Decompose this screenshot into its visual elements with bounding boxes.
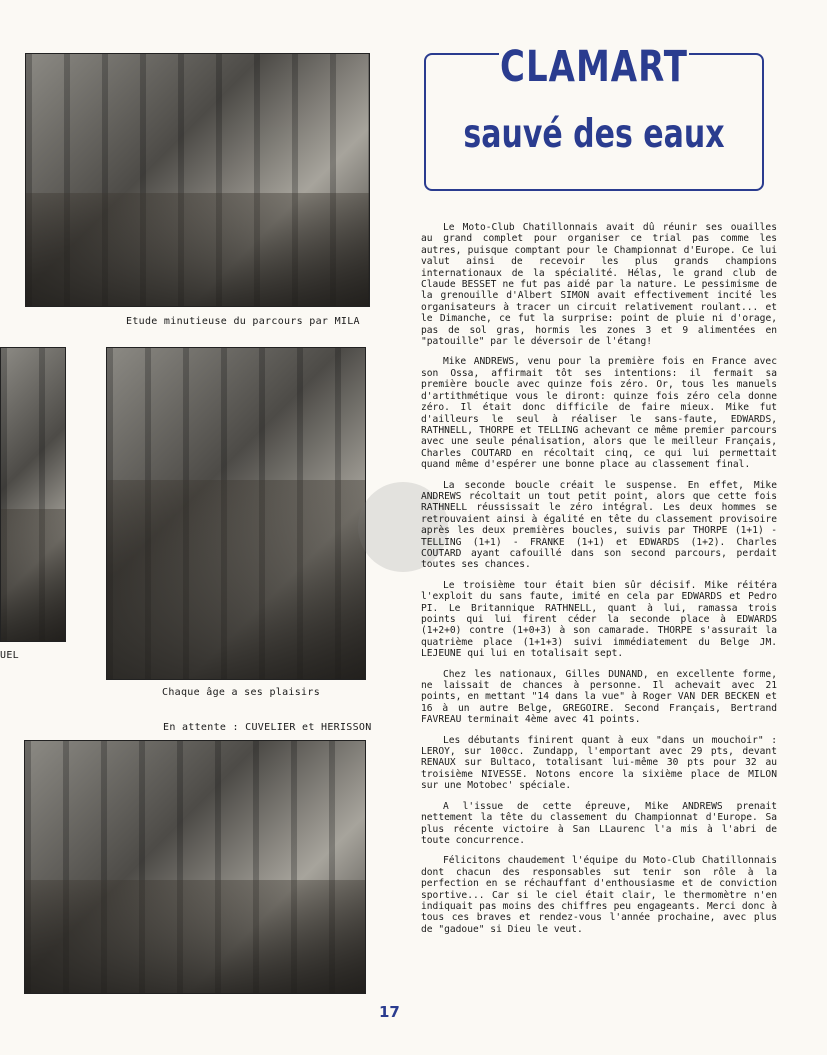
article-paragraph: Félicitons chaudement l'équipe du Moto-Club Chatillonnais dont chacun des responsables sut tenir son rôle à la perfection en se réchauffant d'enthousiasme et de conviction sportive... Car si le ciel était clair, le thermomètre n'en indiquait pas moins des chiffres peu engageants. Merci donc à tous ces braves et rendez-vous l'année prochaine, avec plus de "gadoue" si Dieu le veut. [421, 855, 777, 935]
article-paragraph: La seconde boucle créait le suspense. En effet, Mike ANDREWS récoltait un tout petit point, alors que cette fois RATHNELL réussissait le zéro intégral. Les deux hommes se retrouvaient ainsi à égalité en tête du classement provisoire après les deux premières boucles, suivis par THORPE (1+1) - TELLING (1+1) - FRANKE (1+1) et EDWARDS (1+2). Charles COUTARD ayant cafouillé dans son second parcours, perdait toutes ses chances. [421, 479, 777, 571]
caption-top-left: Etude minutieuse du parcours par MILA [126, 316, 360, 327]
article-subtitle: sauvé des eaux [463, 111, 725, 158]
article-paragraph: Le troisième tour était bien sûr décisif. Mike réitéra l'exploit du sans faute, imité en cela par EDWARDS et Pedro PI. Le Britannique RATHNELL, quant à lui, ramassa trois points qui lui firent céder la seconde place à EDWARDS (1+2+0) contre (1+0+3) à son camarade. THORPE s'assurait la quatrième place (1+1+3) suivi immédiatement du Belge JM. LEJEUNE qui lui en totalisait sept. [421, 579, 777, 660]
photo-forest-inspection [25, 53, 370, 307]
photo-riders-waiting [24, 740, 366, 994]
photo-edge-left [0, 347, 66, 642]
article-paragraph: Chez les nationaux, Gilles DUNAND, en excellente forme, ne laissait de chances à personne. Il achevait avec 21 points, en mettant "14 dans la vue" à Roger VAN DER BECKEN et 16 à un autre Belge, GREGOIRE. Second Français, Bertrand FAVREAU terminait 4ème avec 41 points. [421, 668, 777, 726]
page-number: 17 [379, 1003, 400, 1021]
caption-middle: Chaque âge a ses plaisirs [162, 687, 321, 698]
photo-ground-texture [1, 509, 65, 641]
photo-child-rider [106, 347, 366, 680]
article-title: CLAMART [500, 42, 688, 92]
article-title-box [424, 42, 764, 191]
photo-ground-texture [26, 193, 369, 306]
article-paragraph: Mike ANDREWS, venu pour la première fois en France avec son Ossa, affirmait tôt ses intentions: il fermait sa première boucle avec quinze fois zéro. Or, tous les manuels d'artithmétique vous le diront: quinze fois zéro cela donne zéro. Il était donc difficile de faire mieux. Mike fut d'ailleurs le seul à réaliser le sans-faute, EDWARDS, RATHNELL, THORPE et TELLING achevant ce même premier parcours avec une seule pénalisation, alors que le meilleur Français, Charles COUTARD en récoltait cinq, ce qui lui permettait quand même d'espérer une bonne place au classement final. [421, 356, 777, 471]
photo-ground-texture [107, 480, 365, 679]
article-paragraph: Les débutants finirent quant à eux "dans un mouchoir" : LEROY, sur 100cc. Zundapp, l'emportant avec 29 pts, devant RENAUX sur Bultaco, totalisant lui-même 30 pts pour 32 au troisième NIVESSE. Notons encore la sixième place de MILON sur une Motobec' spéciale. [421, 734, 777, 792]
caption-edge-left: UEL [0, 650, 19, 661]
article-body [421, 222, 777, 944]
article-paragraph: Le Moto-Club Chatillonnais avait dû réunir ses ouailles au grand complet pour organiser ce trial pas comme les autres, puisque comptant pour le Championnat d'Europe. Ce lui valut ainsi de recevoir les plus grands champions internationaux de la spécialité. Hélas, le grand club de Claude BESSET ne fut pas aidé par la nature. Le pessimisme de la grenouille d'Albert SIMON avait effectivement incité les organisateurs à tracer un circuit relativement roulant... et le Dimanche, ce fut la surprise: point de pluie ni d'orage, pas de sol gras, hormis les zones 3 et 9 alimentées en "patouille" par le déversoir de l'étang! [421, 222, 777, 348]
caption-bottom: En attente : CUVELIER et HERISSON [163, 722, 372, 733]
article-paragraph: A l'issue de cette épreuve, Mike ANDREWS prenait nettement la tête du classement du Championnat d'Europe. Sa plus récente victoire à San LLaurenc l'a mis à l'abri de toute concurrence. [421, 800, 777, 846]
photo-ground-texture [25, 880, 365, 993]
